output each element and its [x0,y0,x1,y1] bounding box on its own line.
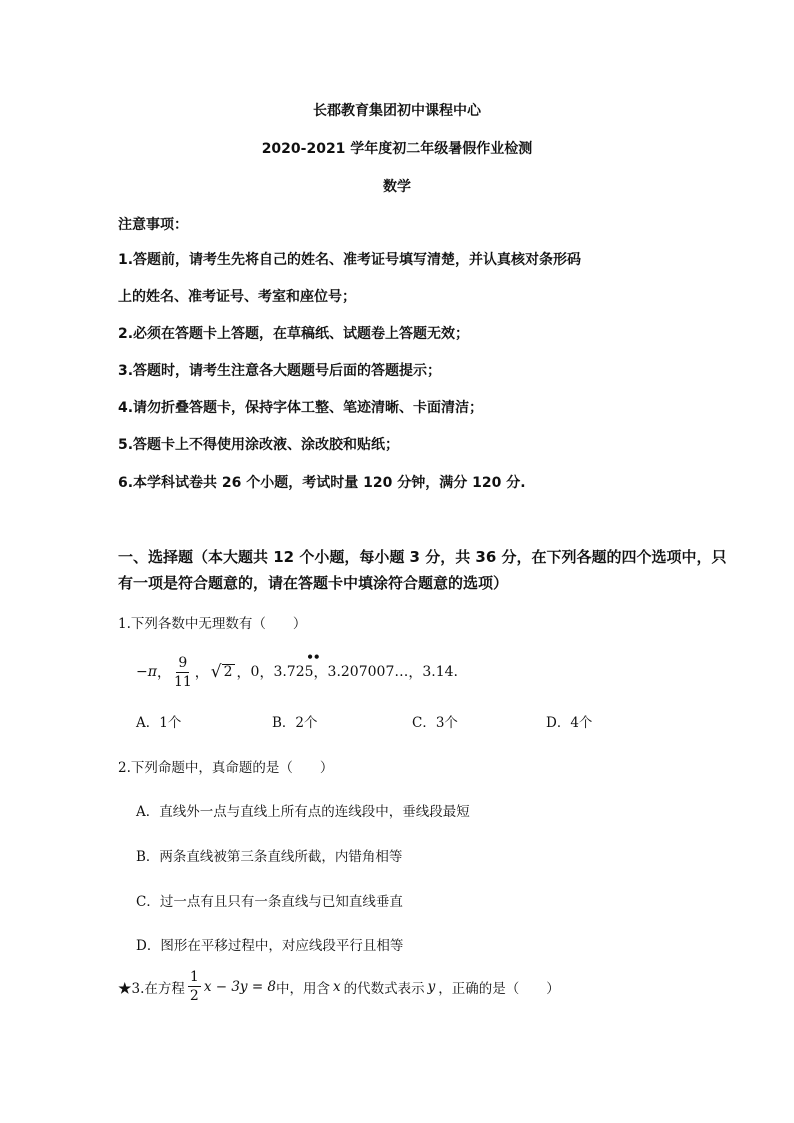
note-item: 上的姓名、准考证号、考室和座位号； [118,289,356,305]
separator: ， [259,665,274,681]
fraction-numerator: 9 [178,654,188,671]
fraction-9-11 [174,656,192,689]
equation: x − 3y = 8 [203,978,277,995]
subject-title: 数学 [383,179,411,195]
note-item: 3.答题时，请考生注意各大题题号后面的答题提示； [118,363,442,379]
variable-y: y [427,978,436,995]
separator: ， [236,665,251,681]
fraction-numerator: 1 [189,969,199,985]
note-item: 4.请勿折叠答题卡，保持字体工整、笔迹清晰、卡面清洁； [118,400,484,416]
question-2-option-c: C．过一点有且只有一条直线与已知直线垂直 [136,894,403,910]
variable-x: x [333,978,341,995]
neg-pi: −π [136,664,157,680]
question-1-option-a: A．1个 [136,715,182,731]
fraction-1-2 [188,970,201,1003]
zero-value: 0 [250,664,260,680]
fraction-denominator: 2 [189,988,199,1004]
question-3-prefix: ★3.在方程 [118,980,185,997]
repeating-decimal [273,650,320,680]
note-item: 6.本学科试卷共 26 个小题，考试时量 120 分钟，满分 120 分. [118,475,526,491]
separator: ， [156,665,171,681]
separator: ， [313,665,328,681]
question-2-option-a: A．直线外一点与直线上所有点的连线段中，垂线段最短 [136,804,470,820]
exam-title: 2020-2021 学年度初二年级暑假作业检测 [261,141,533,157]
question-1-option-c: C．3个 [412,715,458,731]
question-2-option-d: D．图形在平移过程中，对应线段平行且相等 [136,938,404,954]
question-3-mid: 中，用含 [276,980,331,997]
repeating-digits [295,650,320,680]
nonrepeating-decimal: 3.207007… [327,664,409,680]
sqrt-2 [210,661,235,682]
question-1-option-b: B．2个 [272,715,318,731]
repeating-dots: •• [306,650,320,664]
note-item: 5.答题卡上不得使用涂改液、涂改胶和贴纸； [118,437,400,453]
question-1-option-d: D．4个 [546,715,593,731]
question-3-suffix: ，正确的是（ ） [438,980,560,997]
separator: ， [408,665,423,681]
period: . [453,664,458,680]
repeating-decimal-base: 3.7 [273,664,296,680]
note-item: 1.答题前，请考生先将自己的姓名、准考证号填写清楚，并认真核对条形码 [118,252,582,268]
question-3-stem [118,970,560,1003]
last-value: 3.14 [422,664,454,680]
question-2-option-b: B．两条直线被第三条直线所截，内错角相等 [136,849,403,865]
note-item: 2.必须在答题卡上答题，在草稿纸、试题卷上答题无效； [118,326,470,342]
radicand: 2 [223,664,233,681]
fraction-denominator: 11 [173,673,192,690]
notes-title: 注意事项： [118,217,188,233]
org-title: 长郡教育集团初中课程中心 [313,103,481,119]
separator: ， [194,665,209,681]
question-1-numbers [136,652,458,692]
question-1-stem: 1.下列各数中无理数有（ ） [118,616,307,632]
question-3-mid2: 的代数式表示 [343,980,425,997]
question-2-stem: 2.下列命题中，真命题的是（ ） [118,760,334,776]
section-heading-line2: 有一项是符合题意的，请在答题卡中填涂符合题意的选项） [118,574,509,592]
repeating-digits-text: 25 [295,664,314,680]
radical-sign-icon: √ [210,661,222,682]
section-heading-line1: 一、选择题（本大题共 12 个小题，每小题 3 分，共 36 分，在下列各题的四个选项中，只 [118,548,727,566]
